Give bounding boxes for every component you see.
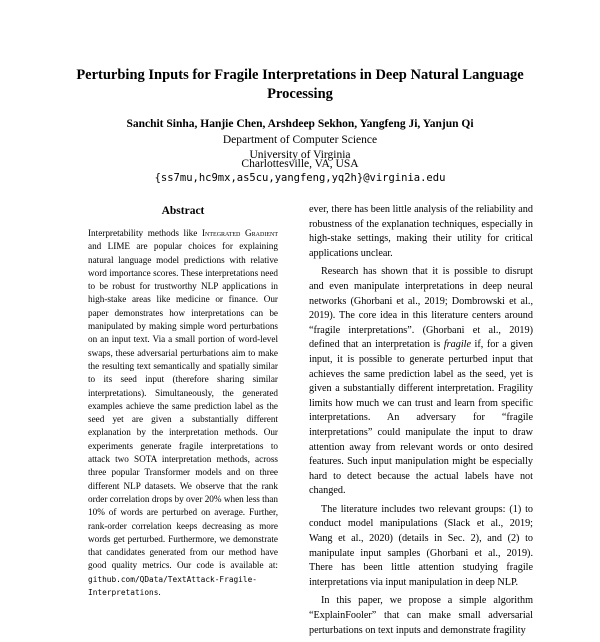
fragile-term: fragile	[443, 339, 472, 351]
abstract-body	[88, 227, 278, 599]
abstract-heading: Abstract	[161, 205, 205, 217]
code-link[interactable]: github.com/QData/TextAttack-Fragile-Interpretations	[88, 574, 257, 598]
abstract-text-1: Interpretability methods like	[88, 228, 202, 238]
intro-paragraph-3: The literature includes two relevant groups: (1) to conduct model manipulations (Slack et al., 2019; Wang et al., 2020) (details in Sec. 2), and (2) to manipulate input samples (Ghorbani et al., 2019). There has been little attention studying fragile interpretations via input manipulation in deep NLP.	[309, 503, 533, 588]
integrated-gradient-term: Integrated Gradient	[201, 228, 278, 238]
paper-title-line-1: Perturbing Inputs for Fragile Interpretations in Deep Natural Language	[76, 67, 524, 83]
paper-title	[40, 66, 560, 104]
affiliation-department: Department of Computer Science	[222, 134, 378, 146]
paper-title-line-2: Processing	[267, 86, 333, 102]
affiliation-location: Charlottesville, VA, USA	[241, 158, 359, 170]
intro-column	[309, 203, 533, 642]
affiliation-university: University of Virginia	[249, 149, 351, 161]
intro-paragraph-2	[309, 265, 533, 499]
author-list: Sanchit Sinha, Hanjie Chen, Arshdeep Sekhon, Yangfeng Ji, Yanjun Qi	[126, 118, 474, 130]
intro-p2-text-2: if, for a given input, it is possible to generate perturbed input that achieves the same prediction label as the seed, yet is given a substantially different interpretation. Fragility limits how much we can trust and learn from specific interpretations. An adversary for “fragile interpretations” could manipulate the input to draw attention away from relevant words or onto desired features. Such input manipulation might be especially hard to detect because the actual labels have not changed.	[309, 339, 533, 497]
intro-paragraph-1: ever, there has been little analysis of the reliability and robustness of the explanation techniques, especially in high-stake settings, making their utility for critical applications unclear.	[309, 204, 533, 259]
abstract-text-end: .	[158, 587, 161, 598]
abstract-text-2: and LIME are popular choices for explaining natural language model predictions with relative word importance scores. These interpretations need to be robust for trustworthy NLP applications in high-stake areas like medicine or finance. Our paper demonstrates how interpretations can be manipulated by making simple word perturbations on an input text. Via a small portion of word-level swaps, these adversarial perturbations aim to make the resulting text semantically and spatially similar to its seed input (therefore sharing similar interpretations). Simultaneously, the generated examples achieve the same prediction label as the seed yet are given a substantially different explanation by the interpretation methods. Our experiments generate fragile interpretations to attack two SOTA interpretation methods, across three popular Transformer models and on three different NLP datasets. We observe that the rank order correlation drops by over 20% when less than 10% of words are perturbed on average. Further, rank-order correlation keeps decreasing as more words get perturbed. Furthermore, we demonstrate that candidates generated from our method have good quality metrics. Our code is available at:	[88, 241, 278, 571]
intro-paragraph-4: In this paper, we propose a simple algorithm “ExplainFooler” that can make small adversarial perturbations on text inputs and demonstrate fragility	[309, 595, 533, 636]
author-emails: {ss7mu,hc9mx,as5cu,yangfeng,yq2h}@virginia.edu	[154, 172, 446, 184]
intro-p2-text-1: Research has shown that it is possible to disrupt and even manipulate interpretations in deep neural networks (Ghorbani et al., 2019; Dombrowski et al., 2019). The core idea in this literature centers around “fragile interpretations”. (Ghorbani et al., 2019) defined that an interpretation is	[309, 266, 533, 351]
